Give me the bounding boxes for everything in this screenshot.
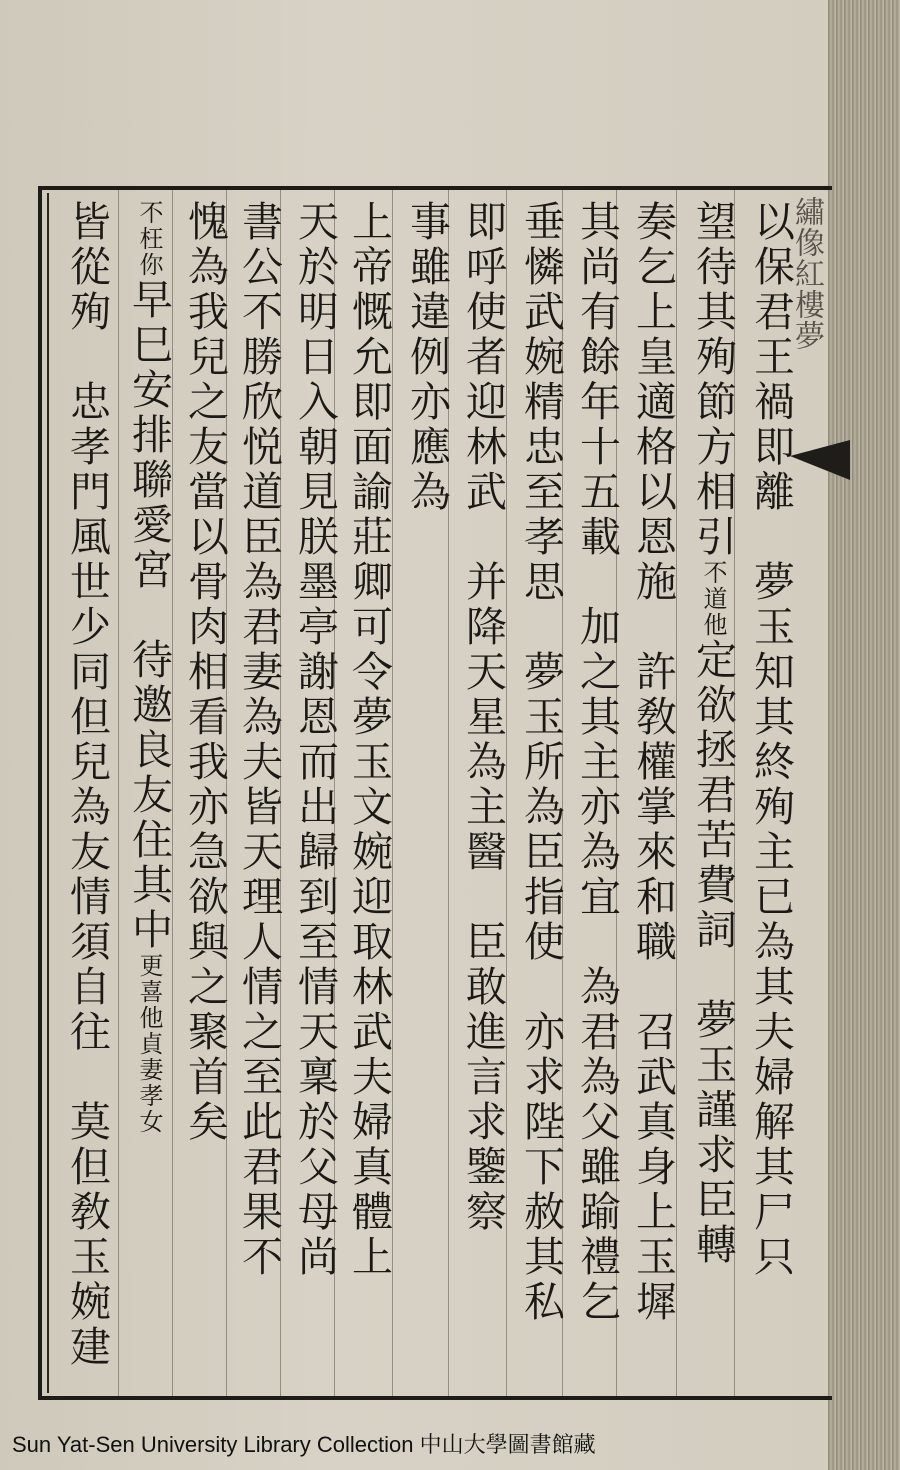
- text-column-10: [236, 200, 282, 1390]
- column-text: 即呼使者迎林武 并降天星為主醫 臣敢進言求鑒察: [459, 200, 507, 1235]
- column-text: 事雖違例亦應為: [403, 200, 451, 515]
- interlinear-note: 更喜他貞妻孝女: [135, 953, 163, 1135]
- column-text: 上帝慨允即面諭莊卿可令夢玉文婉迎取林武夫婦真體上: [345, 200, 393, 1280]
- text-column-7: [404, 200, 450, 1390]
- library-caption: Sun Yat-Sen University Library Collection 中山大學圖書館藏: [12, 1432, 596, 1457]
- column-text: 皆從殉 忠孝門風世少同但兒為友情須自往 莫但敎玉婉建: [63, 200, 111, 1370]
- fish-tail-banner-title: 繡像紅樓夢: [789, 196, 824, 351]
- text-column-12: [126, 200, 172, 1390]
- text-column-5: [518, 200, 564, 1390]
- page-stack-edge: [828, 0, 900, 1470]
- text-column-11: [182, 200, 228, 1390]
- text-column-8: [346, 200, 392, 1390]
- column-text: 早巳安排聯愛宮 待邀良友住其中: [125, 278, 173, 953]
- column-text: 奏乞上皇適格以恩施 許敎權掌來和職 召武真身上玉墀: [629, 200, 677, 1325]
- column-text: 愧為我兒之友當以骨肉相看我亦急欲與之聚首矣: [181, 200, 229, 1145]
- column-text: 望待其殉節方相引: [689, 200, 737, 560]
- text-column-2: [690, 200, 736, 1390]
- column-text: 定欲拯君苦費詞 夢玉謹求臣轉: [689, 638, 737, 1268]
- interlinear-note: 不枉你: [135, 200, 163, 278]
- column-text: 書公不勝欣悦道臣為君妻為夫皆天理人情之至此君果不: [235, 200, 283, 1280]
- column-text: 天於明日入朝見朕墨亭謝恩而出歸到至情天稟於父母尚: [291, 200, 339, 1280]
- interlinear-note: 不道他: [699, 560, 727, 638]
- frame-inner-line: [47, 193, 49, 1393]
- text-column-13: [64, 200, 110, 1390]
- column-rule: [118, 190, 119, 1396]
- text-column-3: [630, 200, 676, 1390]
- column-text: 其尚有餘年十五載 加之其主亦為宜 為君為父雖踰禮乞: [573, 200, 621, 1325]
- text-column-6: [460, 200, 506, 1390]
- column-text: 垂憐武婉精忠至孝思 夢玉所為臣指使 亦求陛下赦其私: [517, 200, 565, 1325]
- text-column-1: [748, 200, 794, 1390]
- column-text: 以保君王禍即離 夢玉知其終殉主已為其夫婦解其尸只: [747, 200, 795, 1280]
- text-column-9: [292, 200, 338, 1390]
- text-column-4: [574, 200, 620, 1390]
